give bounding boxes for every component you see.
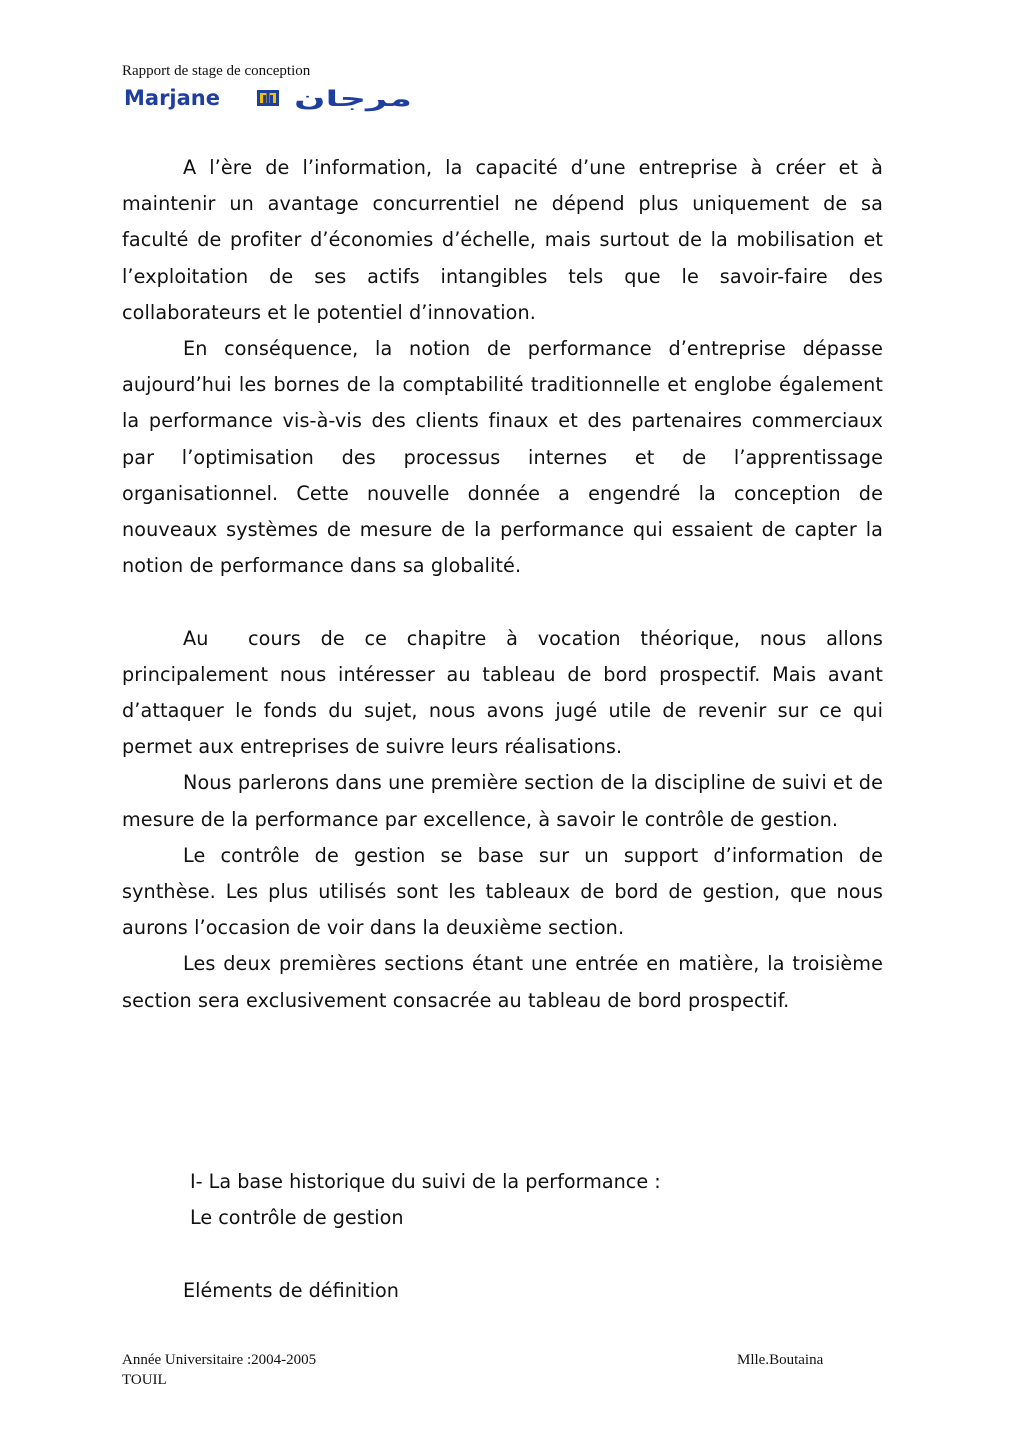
subsection-heading: Eléments de définition [183,1279,399,1302]
footer-author-name: Mlle.Boutaina [737,1352,824,1368]
body-text [122,150,890,1019]
section-heading-line2: Le contrôle de gestion [190,1206,404,1229]
logo-arabic-text: مرجان [294,87,412,112]
footer-left [122,1350,316,1390]
logo-emblem-icon [257,90,279,106]
paragraph-4: Nous parlerons dans une première section de la discipline de suivi et de mesure de la performance par excellence, à savoir le contrôle de gestion. [122,771,883,831]
section-heading: I- La base historique du suivi de la performance : [190,1170,661,1193]
paragraph-1: A l’ère de l’information, la capacité d’une entreprise à créer et à maintenir un avantage concurrentiel ne dépend plus uniquement de sa faculté de profiter d’économies d’échelle, mais surtout de la mobilisation et l’exploitation de ses actifs intangibles tels que le savoir-faire des collaborateurs et le potentiel d’innovation. [122,156,883,324]
paragraph-3: Au cours de ce chapitre à vocation théorique, nous allons principalement nous intéresser au tableau de bord prospectif. Mais avant d’attaquer le fonds du sujet, nous avons jugé utile de revenir sur ce qui permet aux entreprises de suivre leurs réalisations. [122,626,890,759]
footer-author-surname: TOUIL [122,1372,167,1388]
paragraph-2: En conséquence, la notion de performance d’entreprise dépasse aujourd’hui les bornes de la comptabilité traditionnelle et englobe également la performance vis-à-vis des clients finaux et des partenaires commerciaux par l’optimisation des processus internes et de l’apprentissage organisationnel. Cette nouvelle donnée a engendré la conception de nouveaux systèmes de mesure de la performance qui essaient de capter la notion de performance dans sa globalité. [122,337,883,578]
paragraph-5: Le contrôle de gestion se base sur un support d’information de synthèse. Les plus utilisés sont les tableaux de bord de gestion, que nous aurons l’occasion de voir dans la deuxième section. [122,843,883,940]
footer-academic-year: Année Universitaire :2004-2005 [122,1352,317,1368]
report-header-label: Rapport de stage de conception [122,63,311,79]
logo-latin-text: Marjane [124,86,220,110]
marjane-logo [122,84,422,112]
paragraph-6: Les deux premières sections étant une entrée en matière, la troisième section sera exclusivement consacrée au tableau de bord prospectif. [122,952,883,1012]
